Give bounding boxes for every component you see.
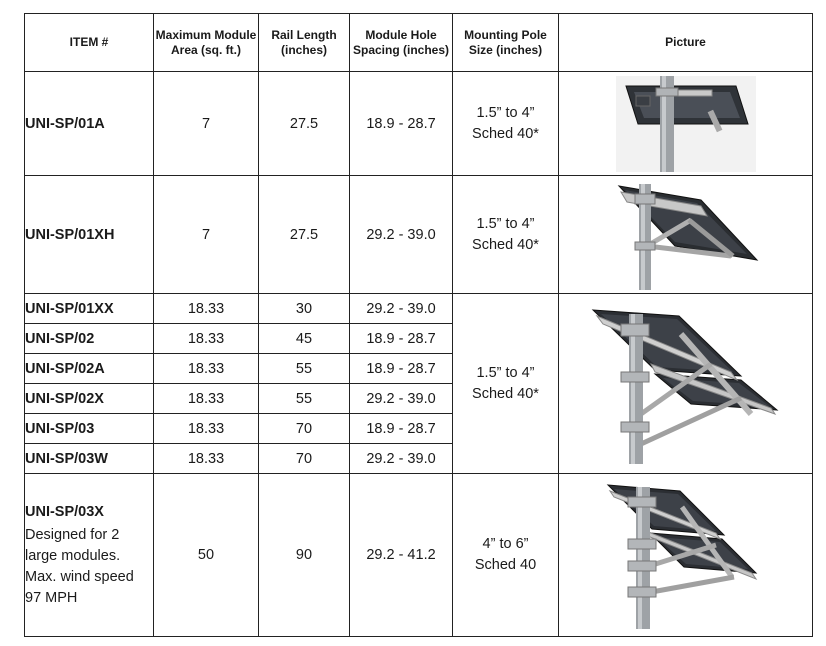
pole-size: 1.5” to 4”	[476, 215, 535, 232]
table-row	[25, 176, 813, 294]
area-cell: 18.33	[154, 444, 259, 474]
table-row	[25, 474, 813, 637]
single-panel-angled-mount-image	[611, 180, 761, 290]
item-cell: UNI-SP/03	[25, 414, 154, 444]
hole-cell: 18.9 - 28.7	[350, 324, 453, 354]
pole-cell	[453, 72, 559, 176]
area-cell: 18.33	[154, 294, 259, 324]
hole-cell: 29.2 - 39.0	[350, 444, 453, 474]
hole-cell: 18.9 - 28.7	[350, 414, 453, 444]
header-rail: Rail Length (inches)	[259, 14, 350, 72]
area-cell: 50	[154, 474, 259, 637]
hole-cell: 29.2 - 39.0	[350, 176, 453, 294]
pole-size: 1.5” to 4”	[476, 104, 535, 121]
item-note: Designed for 2 large modules. Max. wind speed 97 MPH	[25, 526, 134, 606]
item-cell: UNI-SP/02X	[25, 384, 154, 414]
rail-cell: 70	[259, 414, 350, 444]
item-cell: UNI-SP/01XH	[25, 176, 154, 294]
rail-cell: 45	[259, 324, 350, 354]
item-cell: UNI-SP/02A	[25, 354, 154, 384]
item-cell: UNI-SP/01XX	[25, 294, 154, 324]
area-cell: 18.33	[154, 414, 259, 444]
rail-cell: 55	[259, 384, 350, 414]
spec-table	[24, 13, 813, 637]
pole-schedule: Sched 40*	[472, 236, 539, 253]
pole-cell	[453, 474, 559, 637]
header-pole: Mounting Pole Size (inches)	[453, 14, 559, 72]
item-code: UNI-SP/03X	[25, 503, 104, 520]
header-hole: Module Hole Spacing (inches)	[350, 14, 453, 72]
rail-cell: 55	[259, 354, 350, 384]
item-cell: UNI-SP/03W	[25, 444, 154, 474]
pole-schedule: Sched 40*	[472, 125, 539, 142]
area-cell: 18.33	[154, 354, 259, 384]
table-row	[25, 72, 813, 176]
pole-schedule: Sched 40	[474, 557, 537, 573]
picture-cell	[559, 294, 813, 474]
rail-cell: 90	[259, 474, 350, 637]
picture-cell	[559, 474, 813, 637]
pole-cell	[453, 176, 559, 294]
header-row	[25, 14, 813, 72]
table-row	[25, 294, 813, 324]
hole-cell: 29.2 - 41.2	[350, 474, 453, 637]
rail-cell: 30	[259, 294, 350, 324]
hole-cell: 29.2 - 39.0	[350, 384, 453, 414]
header-picture: Picture	[559, 14, 813, 72]
rail-cell: 70	[259, 444, 350, 474]
header-area: Maximum Module Area (sq. ft.)	[154, 14, 259, 72]
pole-size: 4” to 6”	[482, 536, 529, 552]
area-cell: 18.33	[154, 324, 259, 354]
pole-cell	[453, 294, 559, 474]
rail-cell: 27.5	[259, 176, 350, 294]
area-cell: 7	[154, 176, 259, 294]
area-cell: 7	[154, 72, 259, 176]
area-cell: 18.33	[154, 384, 259, 414]
double-panel-mount-image	[591, 304, 781, 464]
hole-cell: 18.9 - 28.7	[350, 354, 453, 384]
pole-schedule: Sched 40*	[472, 385, 539, 402]
item-cell: UNI-SP/01A	[25, 72, 154, 176]
large-double-panel-mount-image	[606, 481, 766, 629]
item-cell	[25, 474, 154, 637]
picture-cell	[559, 176, 813, 294]
item-cell: UNI-SP/02	[25, 324, 154, 354]
pole-size: 1.5” to 4”	[476, 364, 535, 381]
hole-cell: 29.2 - 39.0	[350, 294, 453, 324]
rail-cell: 27.5	[259, 72, 350, 176]
hole-cell: 18.9 - 28.7	[350, 72, 453, 176]
single-panel-pole-mount-image	[616, 76, 756, 172]
picture-cell	[559, 72, 813, 176]
header-item: ITEM #	[25, 14, 154, 72]
